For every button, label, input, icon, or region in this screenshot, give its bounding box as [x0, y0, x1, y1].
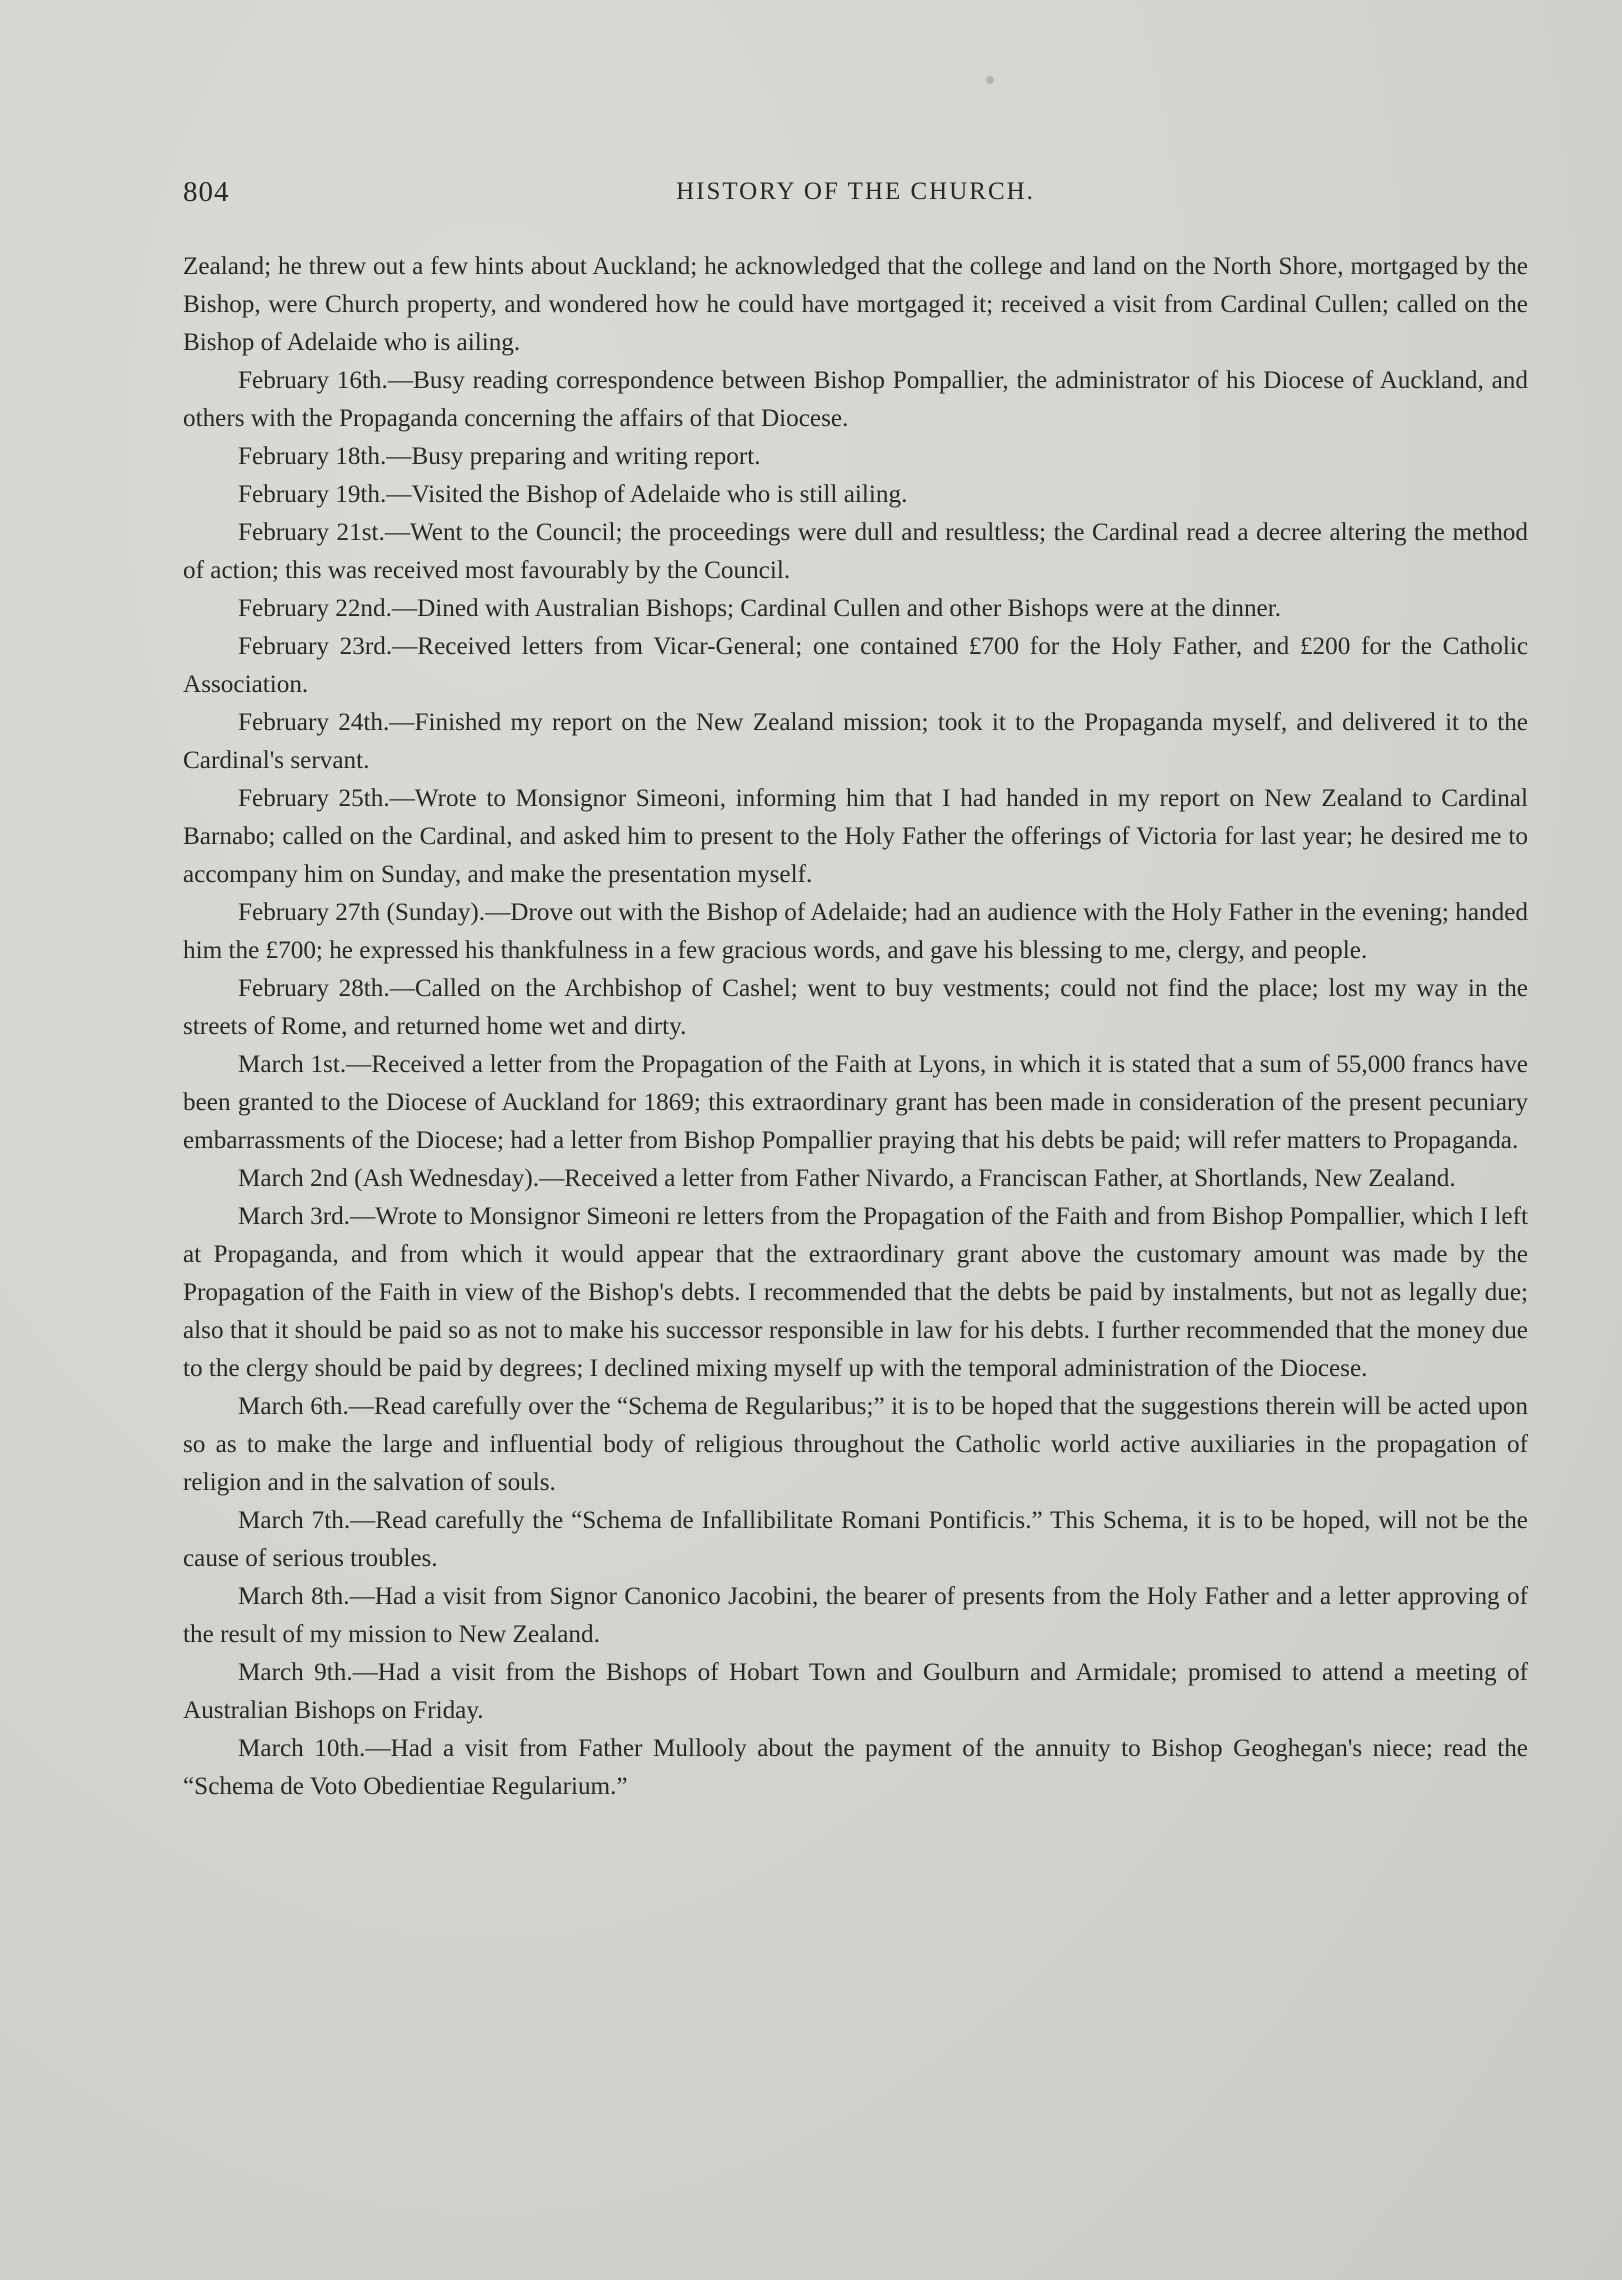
paragraph: February 22nd.—Dined with Australian Bishops; Cardinal Cullen and other Bishops were at the dinner.	[238, 595, 1282, 622]
paragraph: February 28th.—Called on the Archbishop of Cashel; went to buy vestments; could not find the place; lost my way in the streets of Rome, and returned home wet and dirty.	[183, 975, 1528, 1040]
paragraph: February 16th.—Busy reading correspondence between Bishop Pompallier, the administrator of his Diocese of Auckland, and others with the Propaganda concerning the affairs of that Diocese.	[183, 367, 1528, 432]
page-header	[183, 176, 1528, 216]
paragraph: February 27th (Sunday).—Drove out with the Bishop of Adelaide; had an audience with the Holy Father in the evening; handed him the £700; he expressed his thankfulness in a few gracious words, and gave his blessing to me, clergy, and people.	[183, 899, 1528, 964]
paragraph: February 18th.—Busy preparing and writing report.	[238, 443, 761, 470]
paragraph: March 10th.—Had a visit from Father Mullooly about the payment of the annuity to Bishop Geoghegan's niece; read the “Schema de Voto Obedientiae Regularium.”	[183, 1735, 1528, 1800]
paragraph: March 7th.—Read carefully the “Schema de Infallibilitate Romani Pontificis.” This Schema, it is to be hoped, will not be the cause of serious troubles.	[183, 1507, 1528, 1572]
body-text	[183, 248, 1528, 1806]
paragraph: Zealand; he threw out a few hints about Auckland; he acknowledged that the college and land on the North Shore, mortgaged by the Bishop, were Church property, and wondered how he could have mortgaged it; received a visit from Cardinal Cullen; called on the Bishop of Adelaide who is ailing.	[183, 253, 1528, 356]
paragraph: March 3rd.—Wrote to Monsignor Simeoni re letters from the Propagation of the Faith and from Bishop Pompallier, which I left at Propaganda, and from which it would appear that the extraordinary grant above the customary amount was made by the Propagation of the Faith in view of the Bishop's debts. I recommended that the debts be paid by instalments, but not as legally due; also that it should be paid so as not to make his successor responsible in law for his debts. I further recommended that the money due to the clergy should be paid by degrees; I declined mixing myself up with the temporal administration of the Diocese.	[183, 1203, 1528, 1382]
paragraph: February 21st.—Went to the Council; the proceedings were dull and resultless; the Cardinal read a decree altering the method of action; this was received most favourably by the Council.	[183, 519, 1528, 584]
paragraph: March 9th.—Had a visit from the Bishops of Hobart Town and Goulburn and Armidale; promised to attend a meeting of Australian Bishops on Friday.	[183, 1659, 1528, 1724]
paragraph: March 1st.—Received a letter from the Propagation of the Faith at Lyons, in which it is stated that a sum of 55,000 francs have been granted to the Diocese of Auckland for 1869; this extraordinary grant has been made in consideration of the present pecuniary embarrassments of the Diocese; had a letter from Bishop Pompallier praying that his debts be paid; will refer matters to Propaganda.	[183, 1051, 1528, 1154]
paragraph: February 19th.—Visited the Bishop of Adelaide who is still ailing.	[238, 481, 908, 508]
paragraph: March 8th.—Had a visit from Signor Canonico Jacobini, the bearer of presents from the Holy Father and a letter approving of the result of my mission to New Zealand.	[183, 1583, 1528, 1648]
paper-speck	[986, 76, 994, 84]
page-number: 804	[183, 176, 230, 208]
paragraph: March 6th.—Read carefully over the “Schema de Regularibus;” it is to be hoped that the suggestions therein will be acted upon so as to make the large and influential body of religious throughout the Catholic world active auxiliaries in the propagation of religion and in the salvation of souls.	[183, 1393, 1528, 1496]
paragraph: February 25th.—Wrote to Monsignor Simeoni, informing him that I had handed in my report on New Zealand to Cardinal Barnabo; called on the Cardinal, and asked him to present to the Holy Father the offerings of Victoria for last year; he desired me to accompany him on Sunday, and make the presentation myself.	[183, 785, 1528, 888]
running-head: HISTORY OF THE CHURCH.	[676, 178, 1035, 205]
paragraph: March 2nd (Ash Wednesday).—Received a letter from Father Nivardo, a Franciscan Father, at Shortlands, New Zealand.	[238, 1165, 1456, 1192]
paragraph: February 23rd.—Received letters from Vicar-General; one contained £700 for the Holy Father, and £200 for the Catholic Association.	[183, 633, 1528, 698]
paragraph: February 24th.—Finished my report on the New Zealand mission; took it to the Propaganda myself, and delivered it to the Cardinal's servant.	[183, 709, 1528, 774]
